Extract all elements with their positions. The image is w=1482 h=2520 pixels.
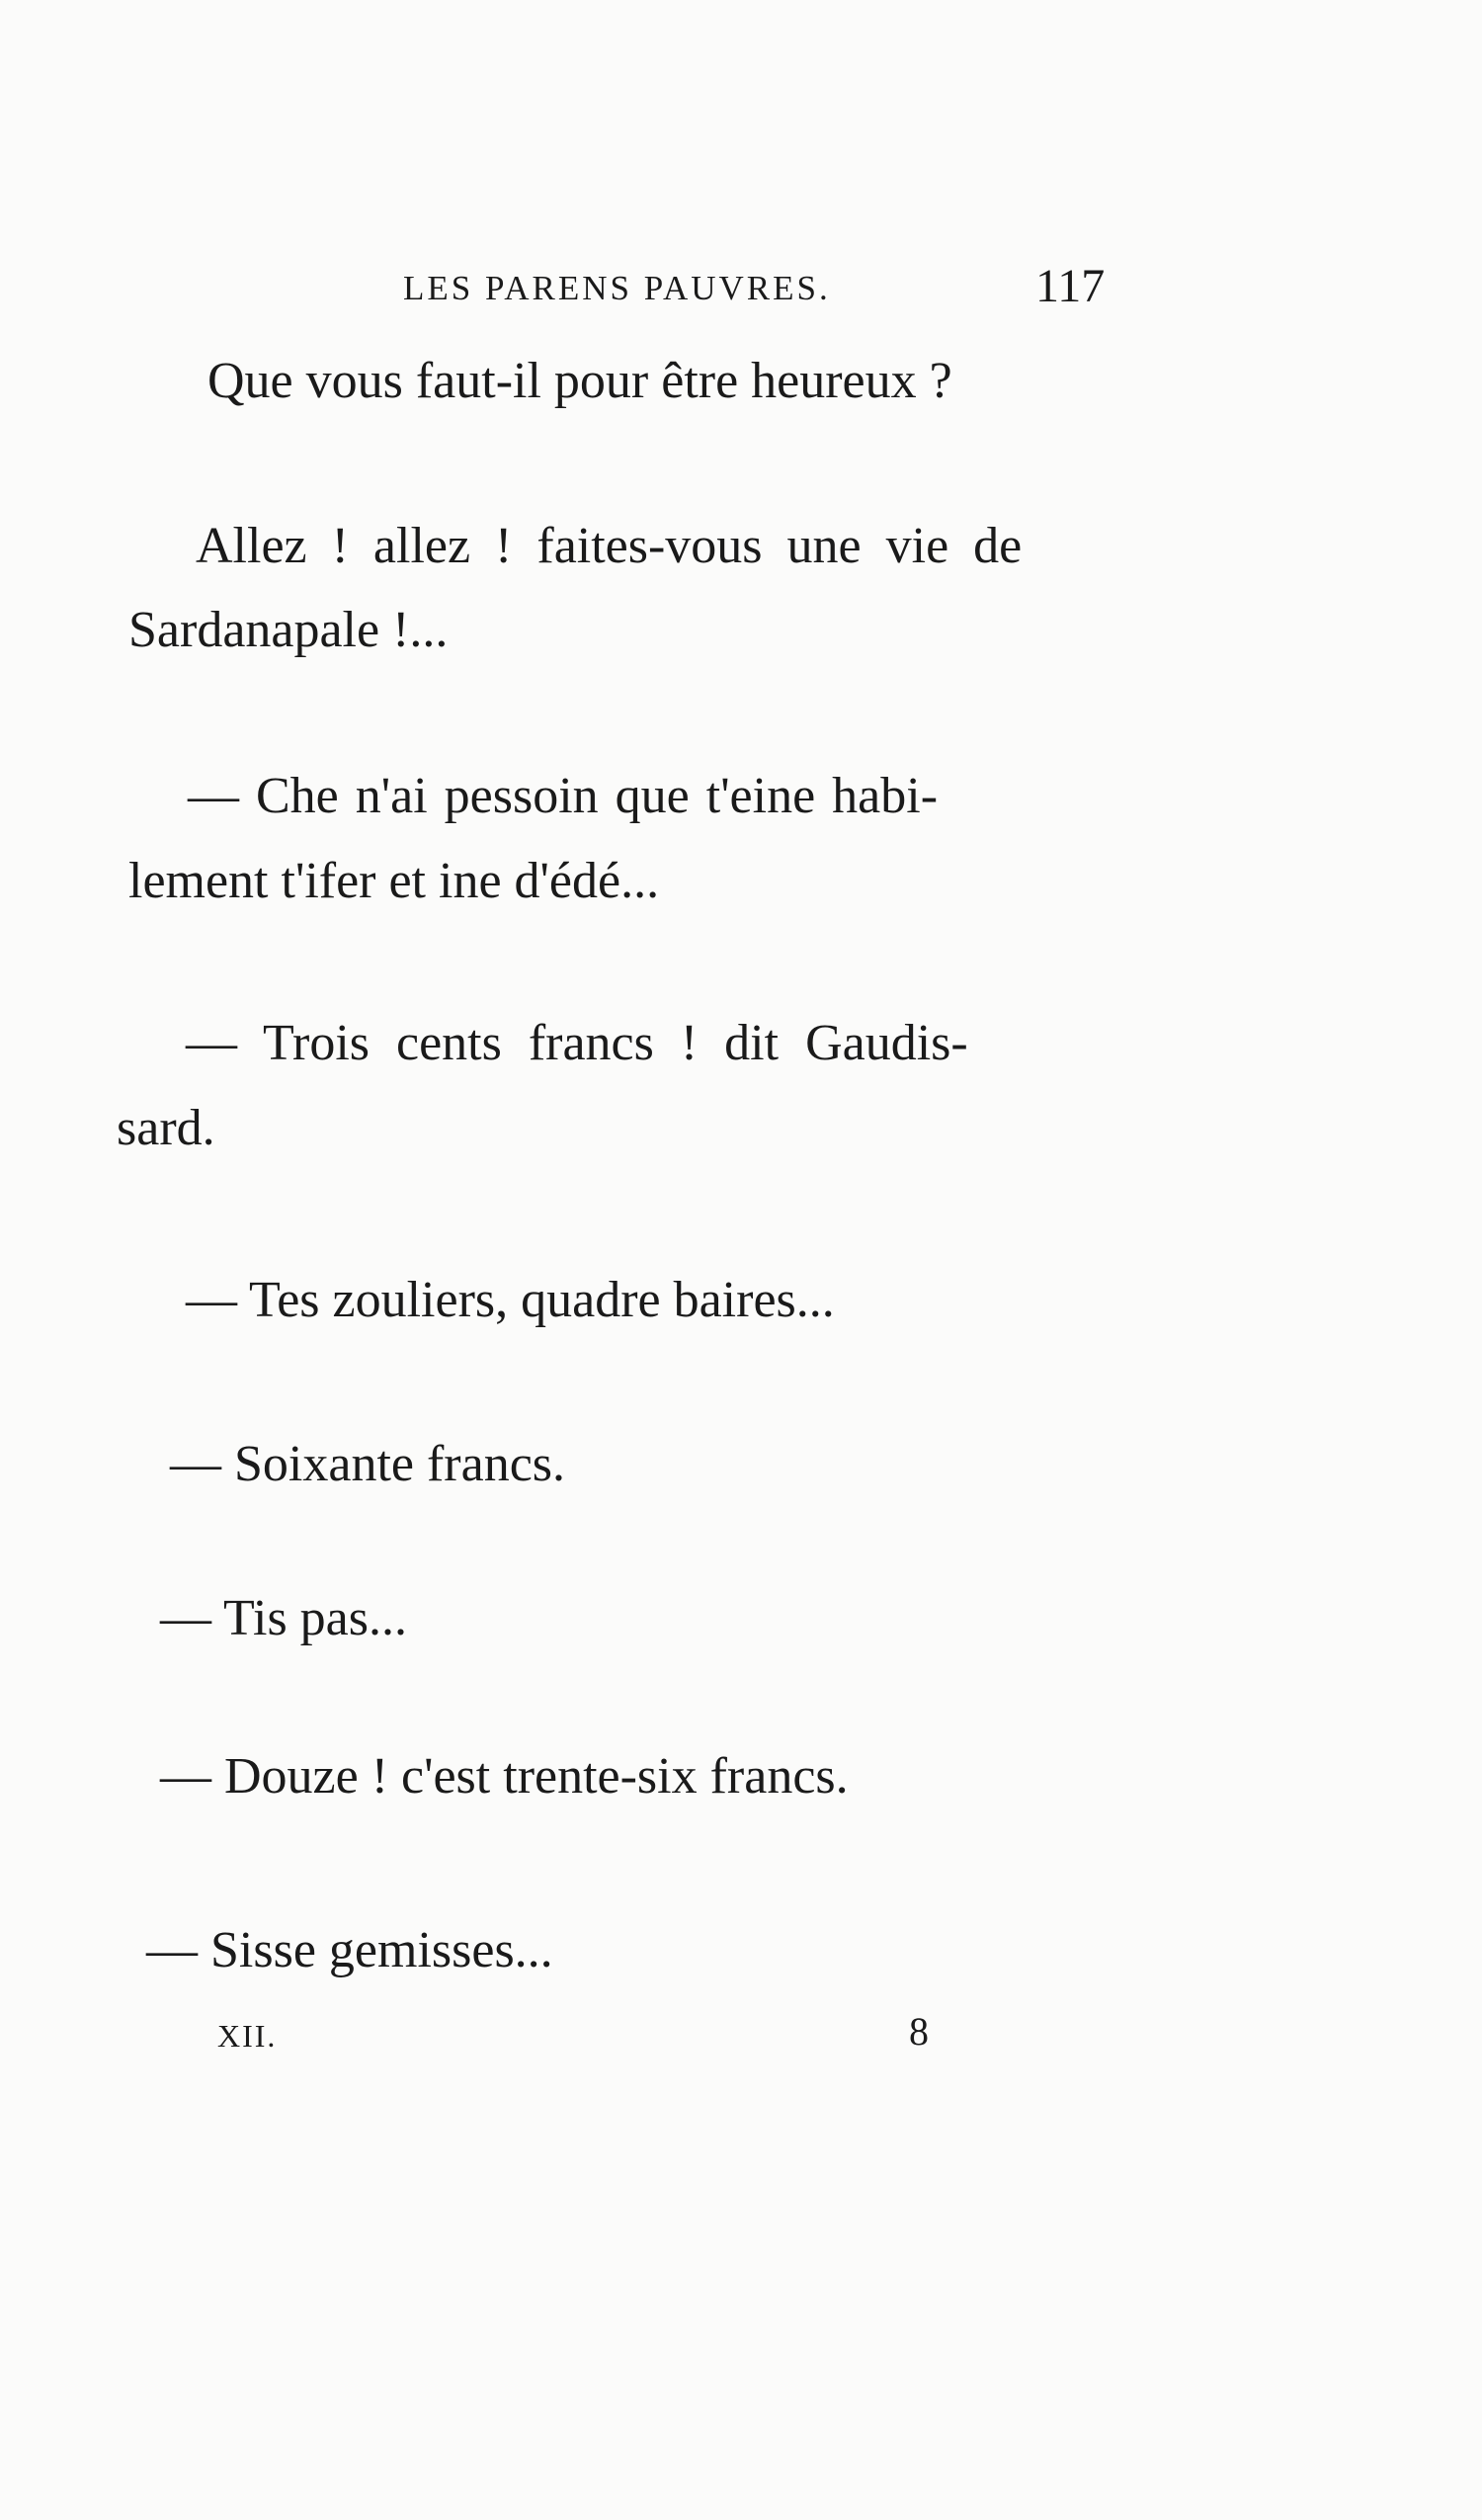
running-title: LES PARENS PAUVRES. — [403, 269, 831, 307]
text-line: sard. — [117, 1100, 215, 1156]
text-line: — Trois cents francs ! dit Gaudis- — [186, 1015, 968, 1071]
text-line: — Tis pas... — [160, 1590, 407, 1646]
page-footer — [0, 2006, 1482, 2065]
text-line: Sardanapale !... — [128, 602, 449, 658]
page-number: 117 — [1035, 260, 1106, 312]
text-line: Que vous faut-il pour être heureux ? — [207, 353, 952, 409]
sheet-number: 8 — [909, 2009, 929, 2054]
text-line: — Sisse gemisses... — [146, 1922, 553, 1978]
text-line: Allez ! allez ! faites-vous une vie de — [196, 518, 1023, 574]
text-line: — Tes zouliers, quadre baires... — [186, 1272, 835, 1328]
signature-mark: XII. — [217, 2018, 278, 2054]
text-line: — Soixante francs. — [170, 1436, 566, 1492]
text-line: — Douze ! c'est trente-six francs. — [160, 1748, 849, 1805]
text-line: — Che n'ai pessoin que t'eine habi- — [188, 768, 939, 824]
text-line: lement t'ifer et ine d'édé... — [128, 853, 660, 909]
running-head — [0, 260, 1482, 334]
